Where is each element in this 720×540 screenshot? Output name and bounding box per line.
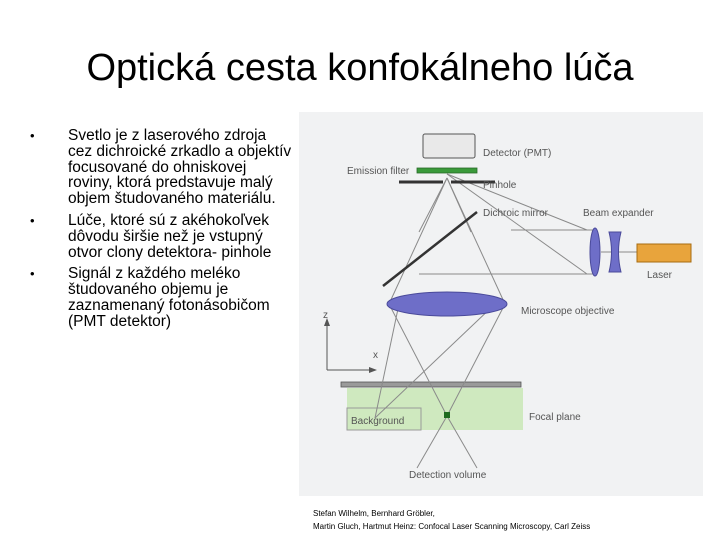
objective-lens-icon <box>387 292 507 316</box>
laser-icon <box>637 244 691 262</box>
bullet-dot-icon: • <box>30 266 35 282</box>
label-detection-volume: Detection volume <box>409 470 487 481</box>
label-detector: Detector (PMT) <box>483 148 552 159</box>
label-x-axis: x <box>373 350 378 361</box>
bullet-text: Svetlo je z laserového zdroja cez dichroické zrkadlo a objektív focusované do ohniskovej roviny, ktorá predstavuje malý objem študovaného materiálu. <box>68 127 292 208</box>
label-microscope-objective: Microscope objective <box>521 306 615 317</box>
label-emission-filter: Emission filter <box>347 166 410 177</box>
dichroic-mirror-icon <box>383 212 477 286</box>
label-beam-expander: Beam expander <box>583 208 654 219</box>
label-dichroic-mirror: Dichroic mirror <box>483 208 548 219</box>
confocal-diagram <box>299 112 703 496</box>
slide-title: Optická cesta konfokálneho lúča <box>86 47 634 89</box>
bullet-list <box>30 128 292 330</box>
bullet-dot-icon: • <box>30 212 35 228</box>
bullet-item <box>30 266 292 329</box>
emission-filter-icon <box>417 168 477 173</box>
label-background: Background <box>351 416 405 427</box>
confocal-diagram-svg <box>299 112 703 496</box>
label-laser: Laser <box>647 270 673 281</box>
bullet-text: Signál z každého meléko študovaného objemu je zaznamenaný fotonásobičom (PMT detektor) <box>68 265 270 330</box>
label-focal-plane: Focal plane <box>529 412 581 423</box>
caption-line-1: Stefan Wilhelm, Bernhard Gröbler, <box>313 509 435 518</box>
focal-point-icon <box>444 412 450 418</box>
x-axis-arrow-icon <box>369 367 377 373</box>
figure-caption <box>313 507 713 533</box>
bullet-text: Lúče, ktoré sú z akéhokoľvek dôvodu širšie než je vstupný otvor clony detektora- pinhole <box>68 211 272 261</box>
beam-expander-lens-icon <box>590 228 600 276</box>
label-z-axis: z <box>323 310 328 321</box>
detector-pmt-icon <box>423 134 475 158</box>
bullet-dot-icon: • <box>30 128 35 143</box>
bullet-item <box>30 128 292 207</box>
bullet-item <box>30 213 292 260</box>
caption-line-2: Martin Gluch, Hartmut Heinz: Confocal Laser Scanning Microscopy, Carl Zeiss <box>313 522 591 531</box>
label-pinhole: Pinhole <box>483 180 517 191</box>
